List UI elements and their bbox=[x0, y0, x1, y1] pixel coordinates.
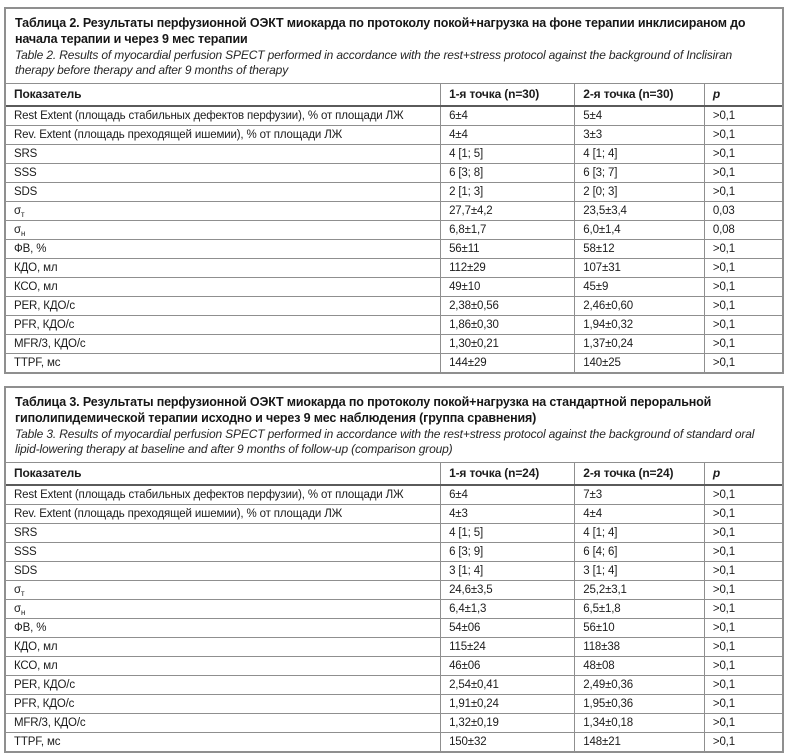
value-cell: 7±3 bbox=[575, 485, 705, 505]
parameter-cell: Rest Extent (площадь стабильных дефектов перфузии), % от площади ЛЖ bbox=[6, 485, 441, 505]
table-row bbox=[6, 297, 782, 316]
table-row bbox=[6, 676, 782, 695]
parameter-cell: КСО, мл bbox=[6, 278, 441, 297]
parameter-cell: MFR/3, КДО/с bbox=[6, 714, 441, 733]
value-cell: 150±32 bbox=[441, 733, 575, 752]
p-value-cell: >0,1 bbox=[704, 278, 782, 297]
table-row bbox=[6, 202, 782, 221]
value-cell: 3 [1; 4] bbox=[441, 562, 575, 581]
p-value-cell: >0,1 bbox=[704, 183, 782, 202]
table-row bbox=[6, 278, 782, 297]
p-value-cell: >0,1 bbox=[704, 316, 782, 335]
p-value-cell: >0,1 bbox=[704, 354, 782, 373]
parameter-cell: Rev. Extent (площадь преходящей ишемии), % от площади ЛЖ bbox=[6, 505, 441, 524]
parameter-cell: PER, КДО/с bbox=[6, 297, 441, 316]
table-row bbox=[6, 562, 782, 581]
p-value-cell: >0,1 bbox=[704, 600, 782, 619]
value-cell: 27,7±4,2 bbox=[441, 202, 575, 221]
table-row bbox=[6, 695, 782, 714]
table-row bbox=[6, 335, 782, 354]
parameter-cell: КСО, мл bbox=[6, 657, 441, 676]
value-cell: 4±3 bbox=[441, 505, 575, 524]
value-cell: 24,6±3,5 bbox=[441, 581, 575, 600]
table-row bbox=[6, 524, 782, 543]
parameter-cell: PFR, КДО/с bbox=[6, 316, 441, 335]
p-value-cell: >0,1 bbox=[704, 695, 782, 714]
value-cell: 6,4±1,3 bbox=[441, 600, 575, 619]
column-header-timepoint-1: 1-я точка (n=30) bbox=[441, 84, 575, 106]
value-cell: 1,94±0,32 bbox=[575, 316, 705, 335]
table-caption-english: Table 2. Results of myocardial perfusion SPECT performed in accordance with the rest+stress protocol against the background of Inclisiran therapy before therapy and after 9 months of therapy bbox=[15, 48, 733, 77]
column-header-timepoint-1: 1-я точка (n=24) bbox=[441, 463, 575, 485]
column-header-p: p bbox=[704, 84, 782, 106]
table-header-row bbox=[6, 463, 782, 485]
table-row bbox=[6, 183, 782, 202]
table-row bbox=[6, 619, 782, 638]
value-cell: 144±29 bbox=[441, 354, 575, 373]
p-value-cell: >0,1 bbox=[704, 485, 782, 505]
table-caption bbox=[6, 9, 782, 84]
p-value-cell: >0,1 bbox=[704, 505, 782, 524]
parameter-cell: Rev. Extent (площадь преходящей ишемии), % от площади ЛЖ bbox=[6, 126, 441, 145]
value-cell: 6,0±1,4 bbox=[575, 221, 705, 240]
value-cell: 107±31 bbox=[575, 259, 705, 278]
p-value-cell: >0,1 bbox=[704, 581, 782, 600]
results-table-block bbox=[4, 386, 784, 753]
value-cell: 6 [3; 9] bbox=[441, 543, 575, 562]
parameter-cell: SSS bbox=[6, 543, 441, 562]
value-cell: 112±29 bbox=[441, 259, 575, 278]
table-caption-english: Table 3. Results of myocardial perfusion SPECT performed in accordance with the rest+stress protocol against the background of standard oral lipid-lowering therapy at baseline and after 9 months of follow-up (comparison group) bbox=[15, 427, 755, 456]
parameter-cell: $\sigma_н$ bbox=[6, 221, 441, 240]
table-caption-russian: Таблица 2. Результаты перфузионной ОЭКТ миокарда по протоколу покой+нагрузка на фоне терапии инклисираном до начала терапии и через 9 мес терапии bbox=[15, 16, 746, 46]
value-cell: 25,2±3,1 bbox=[575, 581, 705, 600]
p-value-cell: >0,1 bbox=[704, 524, 782, 543]
column-header-parameter: Показатель bbox=[6, 463, 441, 485]
value-cell: 148±21 bbox=[575, 733, 705, 752]
value-cell: 6±4 bbox=[441, 106, 575, 126]
parameter-cell: SRS bbox=[6, 524, 441, 543]
value-cell: 4 [1; 5] bbox=[441, 145, 575, 164]
parameter-cell: Rest Extent (площадь стабильных дефектов перфузии), % от площади ЛЖ bbox=[6, 106, 441, 126]
table-row bbox=[6, 714, 782, 733]
parameter-cell: PFR, КДО/с bbox=[6, 695, 441, 714]
value-cell: 6 [3; 8] bbox=[441, 164, 575, 183]
column-header-parameter: Показатель bbox=[6, 84, 441, 106]
parameter-cell: TTPF, мс bbox=[14, 356, 61, 369]
table-row bbox=[6, 126, 782, 145]
results-table bbox=[6, 463, 782, 751]
value-cell: 5±4 bbox=[575, 106, 705, 126]
table-body bbox=[6, 485, 782, 751]
table-row bbox=[6, 505, 782, 524]
value-cell: 1,86±0,30 bbox=[441, 316, 575, 335]
value-cell: 56±11 bbox=[441, 240, 575, 259]
p-value-cell: >0,1 bbox=[704, 638, 782, 657]
p-value-cell: 0,08 bbox=[704, 221, 782, 240]
table-row bbox=[6, 657, 782, 676]
table-row bbox=[6, 259, 782, 278]
table-row bbox=[6, 543, 782, 562]
column-header-timepoint-2: 2-я точка (n=24) bbox=[575, 463, 705, 485]
value-cell: 1,95±0,36 bbox=[575, 695, 705, 714]
parameter-cell: $\sigma_т$ bbox=[6, 202, 441, 221]
value-cell: 1,91±0,24 bbox=[441, 695, 575, 714]
table-row bbox=[6, 145, 782, 164]
parameter-cell: MFR/3, КДО/с bbox=[6, 335, 441, 354]
table-caption bbox=[6, 388, 782, 463]
p-value-cell: >0,1 bbox=[704, 562, 782, 581]
parameter-cell: $\sigma_н$ bbox=[6, 600, 441, 619]
parameter-cell: SSS bbox=[6, 164, 441, 183]
column-header-p: p bbox=[704, 463, 782, 485]
p-value-cell: >0,1 bbox=[704, 145, 782, 164]
value-cell: 140±25 bbox=[575, 354, 705, 373]
p-value-cell: 0,03 bbox=[704, 202, 782, 221]
table-row bbox=[6, 240, 782, 259]
value-cell: 1,32±0,19 bbox=[441, 714, 575, 733]
results-table-block bbox=[4, 7, 784, 374]
value-cell: 48±08 bbox=[575, 657, 705, 676]
table-row bbox=[6, 485, 782, 505]
p-value-cell: >0,1 bbox=[704, 733, 782, 752]
value-cell: 54±06 bbox=[441, 619, 575, 638]
value-cell: 23,5±3,4 bbox=[575, 202, 705, 221]
value-cell: 6 [4; 6] bbox=[575, 543, 705, 562]
value-cell: 4 [1; 5] bbox=[441, 524, 575, 543]
p-value-cell: >0,1 bbox=[704, 676, 782, 695]
value-cell: 4±4 bbox=[575, 505, 705, 524]
table-row bbox=[6, 600, 782, 619]
table-row bbox=[6, 316, 782, 335]
value-cell: 45±9 bbox=[575, 278, 705, 297]
parameter-cell: ФВ, % bbox=[6, 240, 441, 259]
value-cell: 4 [1; 4] bbox=[575, 524, 705, 543]
value-cell: 6,8±1,7 bbox=[441, 221, 575, 240]
value-cell: 6 [3; 7] bbox=[575, 164, 705, 183]
value-cell: 58±12 bbox=[575, 240, 705, 259]
table-row bbox=[6, 733, 782, 752]
table-row bbox=[6, 221, 782, 240]
value-cell: 1,34±0,18 bbox=[575, 714, 705, 733]
p-value-cell: >0,1 bbox=[704, 164, 782, 183]
value-cell: 2 [1; 3] bbox=[441, 183, 575, 202]
p-value-cell: >0,1 bbox=[704, 657, 782, 676]
value-cell: 6±4 bbox=[441, 485, 575, 505]
value-cell: 2 [0; 3] bbox=[575, 183, 705, 202]
parameter-cell: КДО, мл bbox=[6, 259, 441, 278]
parameter-cell: SRS bbox=[6, 145, 441, 164]
table-row bbox=[6, 354, 782, 373]
table-row bbox=[6, 638, 782, 657]
value-cell: 3 [1; 4] bbox=[575, 562, 705, 581]
p-value-cell: >0,1 bbox=[704, 335, 782, 354]
value-cell: 49±10 bbox=[441, 278, 575, 297]
value-cell: 46±06 bbox=[441, 657, 575, 676]
p-value-cell: >0,1 bbox=[704, 126, 782, 145]
value-cell: 56±10 bbox=[575, 619, 705, 638]
value-cell: 1,30±0,21 bbox=[441, 335, 575, 354]
p-value-cell: >0,1 bbox=[704, 106, 782, 126]
column-header-timepoint-2: 2-я точка (n=30) bbox=[575, 84, 705, 106]
table-row bbox=[6, 164, 782, 183]
parameter-cell: TTPF, мс bbox=[14, 735, 61, 748]
value-cell: 118±38 bbox=[575, 638, 705, 657]
table-header-row bbox=[6, 84, 782, 106]
parameter-cell: SDS bbox=[6, 183, 441, 202]
p-value-cell: >0,1 bbox=[704, 619, 782, 638]
p-value-cell: >0,1 bbox=[704, 240, 782, 259]
parameter-cell: КДО, мл bbox=[6, 638, 441, 657]
table-body bbox=[6, 106, 782, 372]
p-value-cell: >0,1 bbox=[704, 259, 782, 278]
parameter-cell: $\sigma_т$ bbox=[6, 581, 441, 600]
value-cell: 2,46±0,60 bbox=[575, 297, 705, 316]
results-table bbox=[6, 84, 782, 372]
p-value-cell: >0,1 bbox=[704, 543, 782, 562]
parameter-cell: SDS bbox=[6, 562, 441, 581]
value-cell: 2,49±0,36 bbox=[575, 676, 705, 695]
document-page bbox=[4, 7, 784, 753]
value-cell: 2,54±0,41 bbox=[441, 676, 575, 695]
value-cell: 115±24 bbox=[441, 638, 575, 657]
value-cell: 4 [1; 4] bbox=[575, 145, 705, 164]
value-cell: 6,5±1,8 bbox=[575, 600, 705, 619]
p-value-cell: >0,1 bbox=[704, 297, 782, 316]
parameter-cell: ФВ, % bbox=[6, 619, 441, 638]
table-row bbox=[6, 106, 782, 126]
value-cell: 3±3 bbox=[575, 126, 705, 145]
value-cell: 4±4 bbox=[441, 126, 575, 145]
parameter-cell: PER, КДО/с bbox=[6, 676, 441, 695]
value-cell: 2,38±0,56 bbox=[441, 297, 575, 316]
value-cell: 1,37±0,24 bbox=[575, 335, 705, 354]
table-row bbox=[6, 581, 782, 600]
p-value-cell: >0,1 bbox=[704, 714, 782, 733]
table-caption-russian: Таблица 3. Результаты перфузионной ОЭКТ миокарда по протоколу покой+нагрузка на стандартной пероральной гиполипидемической терапии исходно и через 9 мес наблюдения (группа сравнения) bbox=[15, 395, 712, 425]
